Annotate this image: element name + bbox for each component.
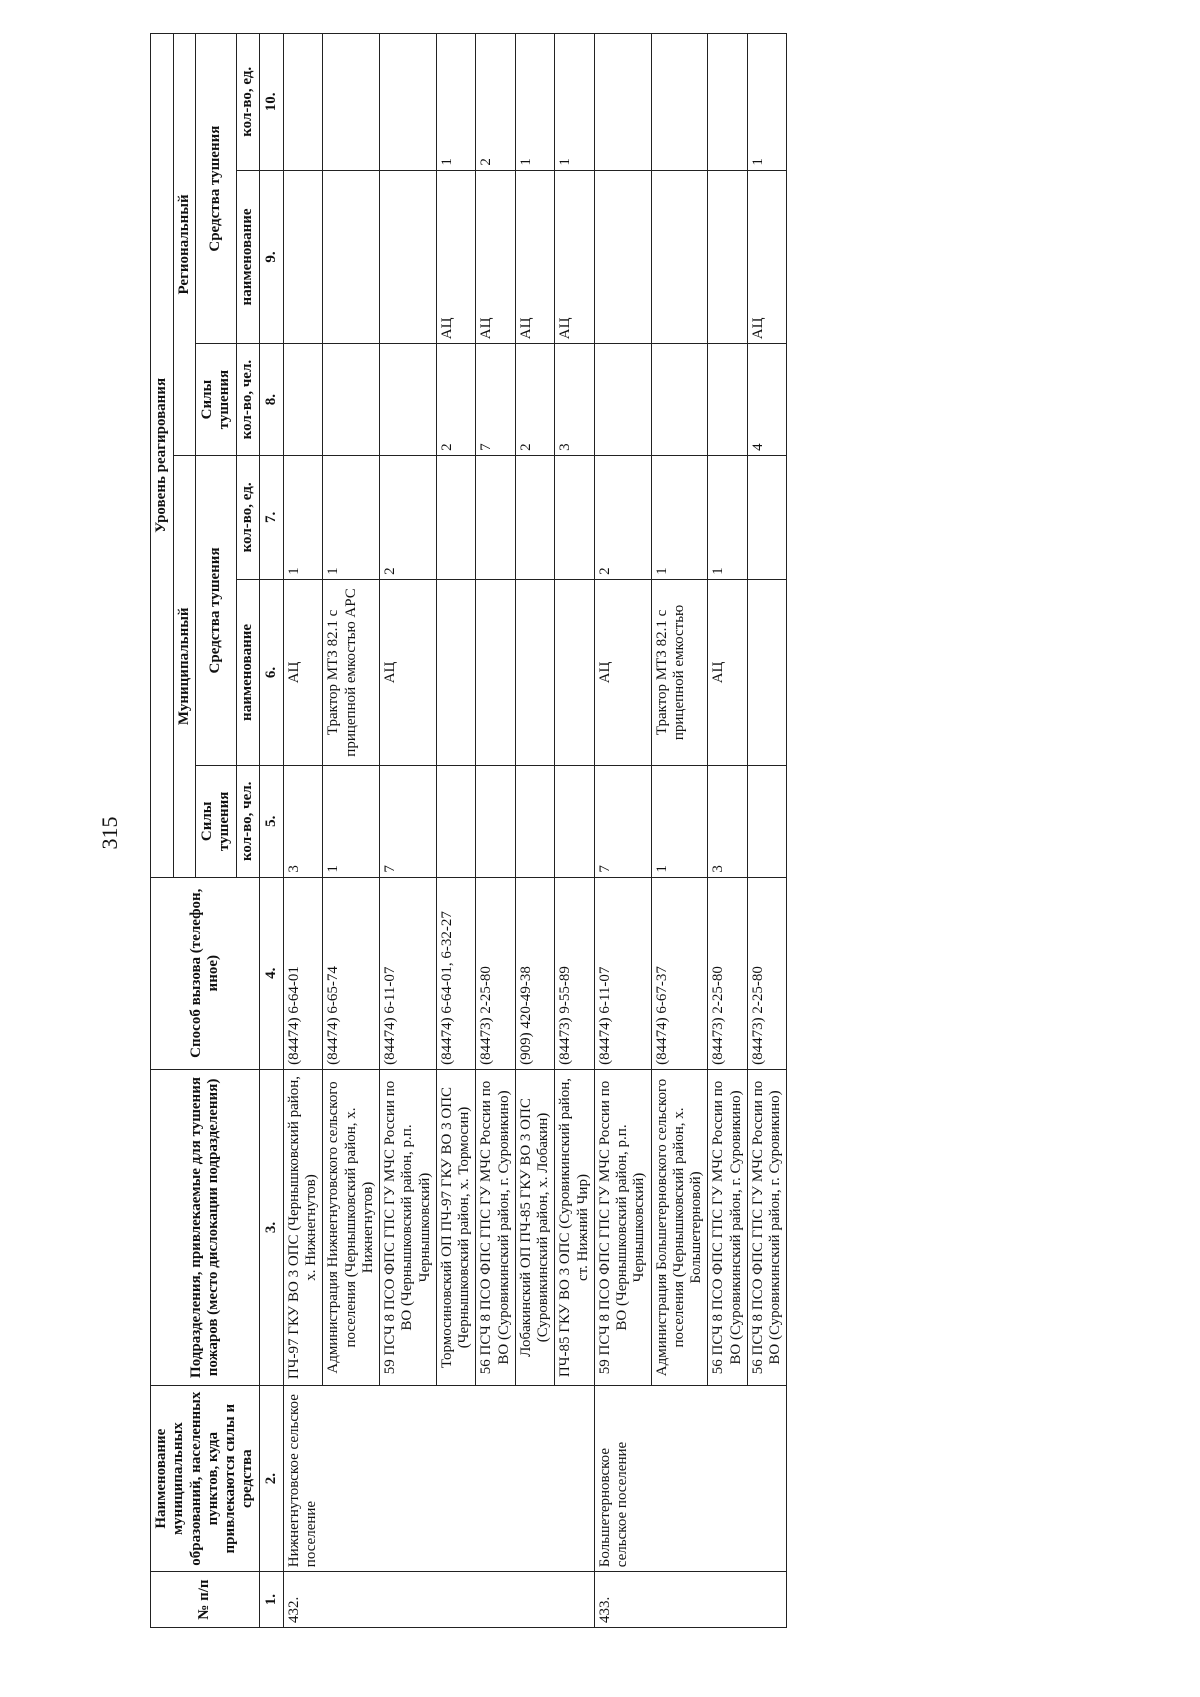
municipal-forces-cell: 3 xyxy=(283,765,323,877)
regional-forces-cell: 3 xyxy=(555,344,595,456)
municipal-means-qty-cell: 1 xyxy=(708,455,748,579)
regional-forces-cell xyxy=(594,344,651,456)
regional-means-qty-cell xyxy=(323,34,380,171)
regional-means-name-cell: АЦ xyxy=(555,170,595,344)
col-number: 4. xyxy=(259,877,283,1069)
call-cell: (909) 420-49-38 xyxy=(515,877,555,1069)
municipal-forces-cell: 1 xyxy=(323,765,380,877)
call-cell: (84474) 6-64-01 xyxy=(283,877,323,1069)
regional-means-qty-cell xyxy=(651,34,708,171)
municipal-forces-cell xyxy=(476,765,516,877)
municipal-forces-cell xyxy=(555,765,595,877)
regional-means-name-cell xyxy=(651,170,708,344)
table-body xyxy=(283,34,787,1628)
municipal-means-name-cell: АЦ xyxy=(708,579,748,765)
municipal-means-qty-cell xyxy=(436,455,476,579)
col-number: 5. xyxy=(259,765,283,877)
regional-means-qty-cell: 2 xyxy=(476,34,516,171)
header-units: Подразделения, привлекаемые для тушения пожаров (место дислокации подразделения) xyxy=(151,1069,260,1385)
regional-forces-cell: 4 xyxy=(747,344,787,456)
unit-cell: Администрация Нижнегнутовского сельского поселения (Чернышковский район, х. Нижнегнутов) xyxy=(323,1069,380,1385)
regional-means-name-cell: АЦ xyxy=(747,170,787,344)
unit-cell: 56 ПСЧ 8 ПСО ФПС ГПС ГУ МЧС России по ВО (Суровикинский район, г. Суровикино) xyxy=(747,1069,787,1385)
header-m-forces: Силы тушения xyxy=(196,765,236,877)
call-cell: (84473) 2-25-80 xyxy=(476,877,516,1069)
unit-cell: ПЧ-85 ГКУ ВО 3 ОПС (Суровикинский район, ст. Нижний Чир) xyxy=(555,1069,595,1385)
table-row xyxy=(594,34,651,1628)
municipal-means-name-cell xyxy=(515,579,555,765)
municipal-means-name-cell: АЦ xyxy=(380,579,437,765)
municipal-means-name-cell: АЦ xyxy=(594,579,651,765)
document-stage xyxy=(150,33,1200,1628)
fire-response-table xyxy=(150,33,787,1628)
call-cell: (84473) 9-55-89 xyxy=(555,877,595,1069)
municipal-means-qty-cell: 1 xyxy=(651,455,708,579)
municipal-means-name-cell: Трактор МТЗ 82.1 с прицепной емкостью АРС xyxy=(323,579,380,765)
header-m-name: наименование xyxy=(236,579,259,765)
col-number: 10. xyxy=(259,34,283,171)
regional-means-qty-cell xyxy=(283,34,323,171)
header-r-qty-units: кол-во, ед. xyxy=(236,34,259,171)
regional-means-name-cell: АЦ xyxy=(436,170,476,344)
header-regional: Региональный xyxy=(173,34,196,456)
header-municipality: Наименование муниципальных образований, населенных пунктов, куда привлекаются силы и средства xyxy=(151,1386,260,1572)
regional-means-qty-cell xyxy=(380,34,437,171)
rotated-table-wrapper xyxy=(150,33,1200,1628)
col-number: 8. xyxy=(259,344,283,456)
header-r-name: наименование xyxy=(236,170,259,344)
municipal-means-name-cell xyxy=(476,579,516,765)
header-r-forces: Силы тушения xyxy=(196,344,236,456)
row-number: 433. xyxy=(594,1572,787,1628)
regional-means-qty-cell: 1 xyxy=(747,34,787,171)
regional-means-qty-cell xyxy=(594,34,651,171)
municipal-means-qty-cell xyxy=(747,455,787,579)
header-response-level: Уровень реагирования xyxy=(151,34,174,878)
unit-cell: 59 ПСЧ 8 ПСО ФПС ГПС ГУ МЧС России по ВО (Чернышковский район, р.п. Чернышковский) xyxy=(594,1069,651,1385)
header-m-qty-units: кол-во, ед. xyxy=(236,455,259,579)
municipal-means-name-cell xyxy=(555,579,595,765)
regional-forces-cell xyxy=(708,344,748,456)
municipal-forces-cell xyxy=(515,765,555,877)
unit-cell: 56 ПСЧ 8 ПСО ФПС ГПС ГУ МЧС России по ВО (Суровикинский район, г. Суровикино) xyxy=(708,1069,748,1385)
municipal-means-qty-cell xyxy=(555,455,595,579)
regional-means-qty-cell: 1 xyxy=(555,34,595,171)
regional-forces-cell: 2 xyxy=(436,344,476,456)
municipal-means-name-cell: Трактор МТЗ 82.1 с прицепной емкостью xyxy=(651,579,708,765)
regional-forces-cell xyxy=(323,344,380,456)
regional-forces-cell: 7 xyxy=(476,344,516,456)
unit-cell: Лобакинский ОП ПЧ-85 ГКУ ВО 3 ОПС (Суровикинский район, х. Лобакин) xyxy=(515,1069,555,1385)
municipal-forces-cell: 7 xyxy=(594,765,651,877)
header-no: № п/п xyxy=(151,1572,260,1628)
call-cell: (84474) 6-11-07 xyxy=(380,877,437,1069)
call-cell: (84474) 6-11-07 xyxy=(594,877,651,1069)
col-number: 9. xyxy=(259,170,283,344)
header-m-qty-people: кол-во, чел. xyxy=(236,765,259,877)
regional-means-name-cell: АЦ xyxy=(476,170,516,344)
regional-means-qty-cell: 1 xyxy=(515,34,555,171)
regional-means-qty-cell xyxy=(708,34,748,171)
row-number: 432. xyxy=(283,1572,594,1628)
regional-means-qty-cell: 1 xyxy=(436,34,476,171)
header-r-qty-people: кол-во, чел. xyxy=(236,344,259,456)
call-cell: (84474) 6-67-37 xyxy=(651,877,708,1069)
municipal-means-qty-cell: 1 xyxy=(323,455,380,579)
column-number-row xyxy=(259,34,283,1628)
header-municipal: Муниципальный xyxy=(173,455,196,877)
municipality-name: Большетерновское сельское поселение xyxy=(594,1386,787,1572)
col-number: 1. xyxy=(259,1572,283,1628)
municipal-forces-cell: 1 xyxy=(651,765,708,877)
municipal-means-name-cell: АЦ xyxy=(283,579,323,765)
header-r-means: Средства тушения xyxy=(196,34,236,344)
municipal-forces-cell: 7 xyxy=(380,765,437,877)
header-call: Способ вызова (телефон, иное) xyxy=(151,877,260,1069)
municipal-forces-cell xyxy=(436,765,476,877)
municipal-forces-cell: 3 xyxy=(708,765,748,877)
municipal-forces-cell xyxy=(747,765,787,877)
municipality-name: Нижнегнутовское сельское поселение xyxy=(283,1386,594,1572)
table-header xyxy=(151,34,284,1628)
call-cell: (84474) 6-65-74 xyxy=(323,877,380,1069)
unit-cell: 56 ПСЧ 8 ПСО ФПС ГПС ГУ МЧС России по ВО (Суровикинский район, г. Суровикино) xyxy=(476,1069,516,1385)
regional-means-name-cell xyxy=(323,170,380,344)
municipal-means-qty-cell xyxy=(476,455,516,579)
regional-means-name-cell: АЦ xyxy=(515,170,555,344)
call-cell: (84474) 6-64-01, 6-32-27 xyxy=(436,877,476,1069)
municipal-means-name-cell xyxy=(747,579,787,765)
regional-forces-cell xyxy=(651,344,708,456)
regional-forces-cell xyxy=(283,344,323,456)
municipal-means-name-cell xyxy=(436,579,476,765)
call-cell: (84473) 2-25-80 xyxy=(708,877,748,1069)
regional-means-name-cell xyxy=(283,170,323,344)
regional-means-name-cell xyxy=(380,170,437,344)
col-number: 6. xyxy=(259,579,283,765)
table-row xyxy=(283,34,323,1628)
regional-means-name-cell xyxy=(594,170,651,344)
municipal-means-qty-cell: 1 xyxy=(283,455,323,579)
municipal-means-qty-cell: 2 xyxy=(380,455,437,579)
call-cell: (84473) 2-25-80 xyxy=(747,877,787,1069)
regional-forces-cell xyxy=(380,344,437,456)
unit-cell: ПЧ-97 ГКУ ВО 3 ОПС (Чернышковский район, х. Нижнегнутов) xyxy=(283,1069,323,1385)
unit-cell: Администрация Большетерновского сельского поселения (Чернышковский район, х. Большетерновой) xyxy=(651,1069,708,1385)
regional-means-name-cell xyxy=(708,170,748,344)
unit-cell: 59 ПСЧ 8 ПСО ФПС ГПС ГУ МЧС России по ВО (Чернышковский район, р.п. Чернышковский) xyxy=(380,1069,437,1385)
municipal-means-qty-cell: 2 xyxy=(594,455,651,579)
col-number: 7. xyxy=(259,455,283,579)
page-number: 315 xyxy=(97,816,122,850)
header-m-means: Средства тушения xyxy=(196,455,236,765)
unit-cell: Тормосиновский ОП ПЧ-97 ГКУ ВО 3 ОПС (Чернышковский район, х. Тормосин) xyxy=(436,1069,476,1385)
col-number: 3. xyxy=(259,1069,283,1385)
col-number: 2. xyxy=(259,1386,283,1572)
municipal-means-qty-cell xyxy=(515,455,555,579)
regional-forces-cell: 2 xyxy=(515,344,555,456)
